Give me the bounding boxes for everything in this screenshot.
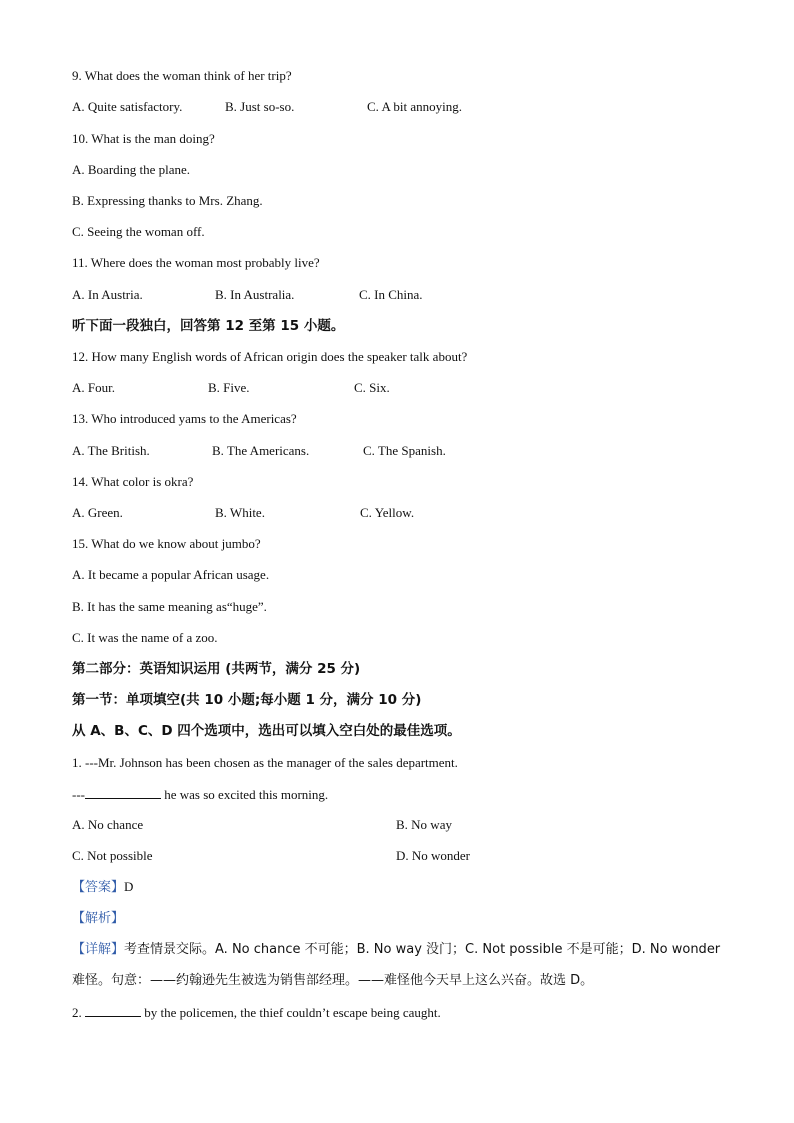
q12-option-a: A. Four.: [72, 380, 115, 395]
q10-option-b: B. Expressing thanks to Mrs. Zhang.: [72, 193, 263, 208]
grammar-question-1: 1. ---Mr. Johnson has been chosen as the manager of the sales department.: [72, 755, 458, 770]
q10-option-a: A. Boarding the plane.: [72, 162, 191, 177]
reply-suffix: he was so excited this morning.: [161, 787, 329, 802]
q11-option-a: A. In Austria.: [72, 287, 143, 302]
part2-section1-title: 第一节：单项填空(共 10 小题;每小题 1 分，满分 10 分): [72, 692, 422, 708]
question-9: 9. What does the woman think of her trip?: [72, 68, 292, 83]
section-heading-monologue: 听下面一段独白，回答第 12 至第 15 小题。: [72, 318, 345, 334]
q1-answer-line: [72, 879, 133, 896]
analysis-tag: 【解析】: [72, 911, 125, 926]
answer-tag: 【答案】: [72, 880, 125, 895]
part2-instruction: 从 A、B、C、D 四个选项中，选出可以填入空白处的最佳选项。: [72, 723, 461, 739]
question-12: 12. How many English words of African origin does the speaker talk about?: [72, 349, 468, 364]
q15-option-c: C. It was the name of a zoo.: [72, 630, 218, 645]
q13-option-b: B. The Americans.: [212, 443, 310, 458]
grammar-question-2: [72, 1004, 441, 1021]
question-11: 11. Where does the woman most probably live?: [72, 255, 320, 270]
q11-option-c: C. In China.: [359, 287, 423, 302]
q12-option-c: C. Six.: [354, 380, 390, 395]
q15-option-a: A. It became a popular African usage.: [72, 567, 270, 582]
q1-detail-paragraph: [72, 934, 722, 996]
q1-option-c: C. Not possible: [72, 848, 153, 863]
question-14: 14. What color is okra?: [72, 474, 194, 489]
q9-option-a: A. Quite satisfactory.: [72, 99, 183, 114]
q1-analysis-line: [72, 910, 124, 927]
q2-suffix: by the policemen, the thief couldn’t escape being caught.: [141, 1005, 441, 1020]
q11-option-b: B. In Australia.: [215, 287, 295, 302]
part2-title: 第二部分：英语知识运用 (共两节，满分 25 分): [72, 661, 361, 677]
q12-option-b: B. Five.: [208, 380, 250, 395]
q13-option-c: C. The Spanish.: [363, 443, 446, 458]
question-10: 10. What is the man doing?: [72, 131, 215, 146]
q10-option-c: C. Seeing the woman off.: [72, 224, 205, 239]
question-13: 13. Who introduced yams to the Americas?: [72, 411, 297, 426]
grammar-question-1-reply: [72, 786, 328, 803]
reply-prefix: ---: [72, 787, 85, 802]
q9-option-c: C. A bit annoying.: [367, 99, 462, 114]
q14-option-c: C. Yellow.: [360, 505, 415, 520]
q13-option-a: A. The British.: [72, 443, 150, 458]
detail-text: 考查情景交际。A. No chance 不可能；B. No way 没门；C. Not possible 不是可能；D. No wonder 难怪。句意：——约翰逊先生被选为销售部经理。——难怪他今天早上这么兴奋。故选 D。: [72, 942, 721, 988]
q1-option-a: A. No chance: [72, 817, 144, 832]
q14-option-a: A. Green.: [72, 505, 123, 520]
q9-option-b: B. Just so-so.: [225, 99, 295, 114]
answer-blank: [85, 786, 161, 799]
detail-tag: 【详解】: [72, 942, 125, 957]
q14-option-b: B. White.: [215, 505, 265, 520]
answer-blank: [85, 1004, 141, 1017]
q1-option-d: D. No wonder: [396, 848, 471, 863]
q2-prefix: 2.: [72, 1005, 85, 1020]
q15-option-b: B. It has the same meaning as“huge”.: [72, 599, 267, 614]
answer-value: D: [124, 879, 134, 894]
q1-option-b: B. No way: [396, 817, 452, 832]
question-15: 15. What do we know about jumbo?: [72, 536, 261, 551]
